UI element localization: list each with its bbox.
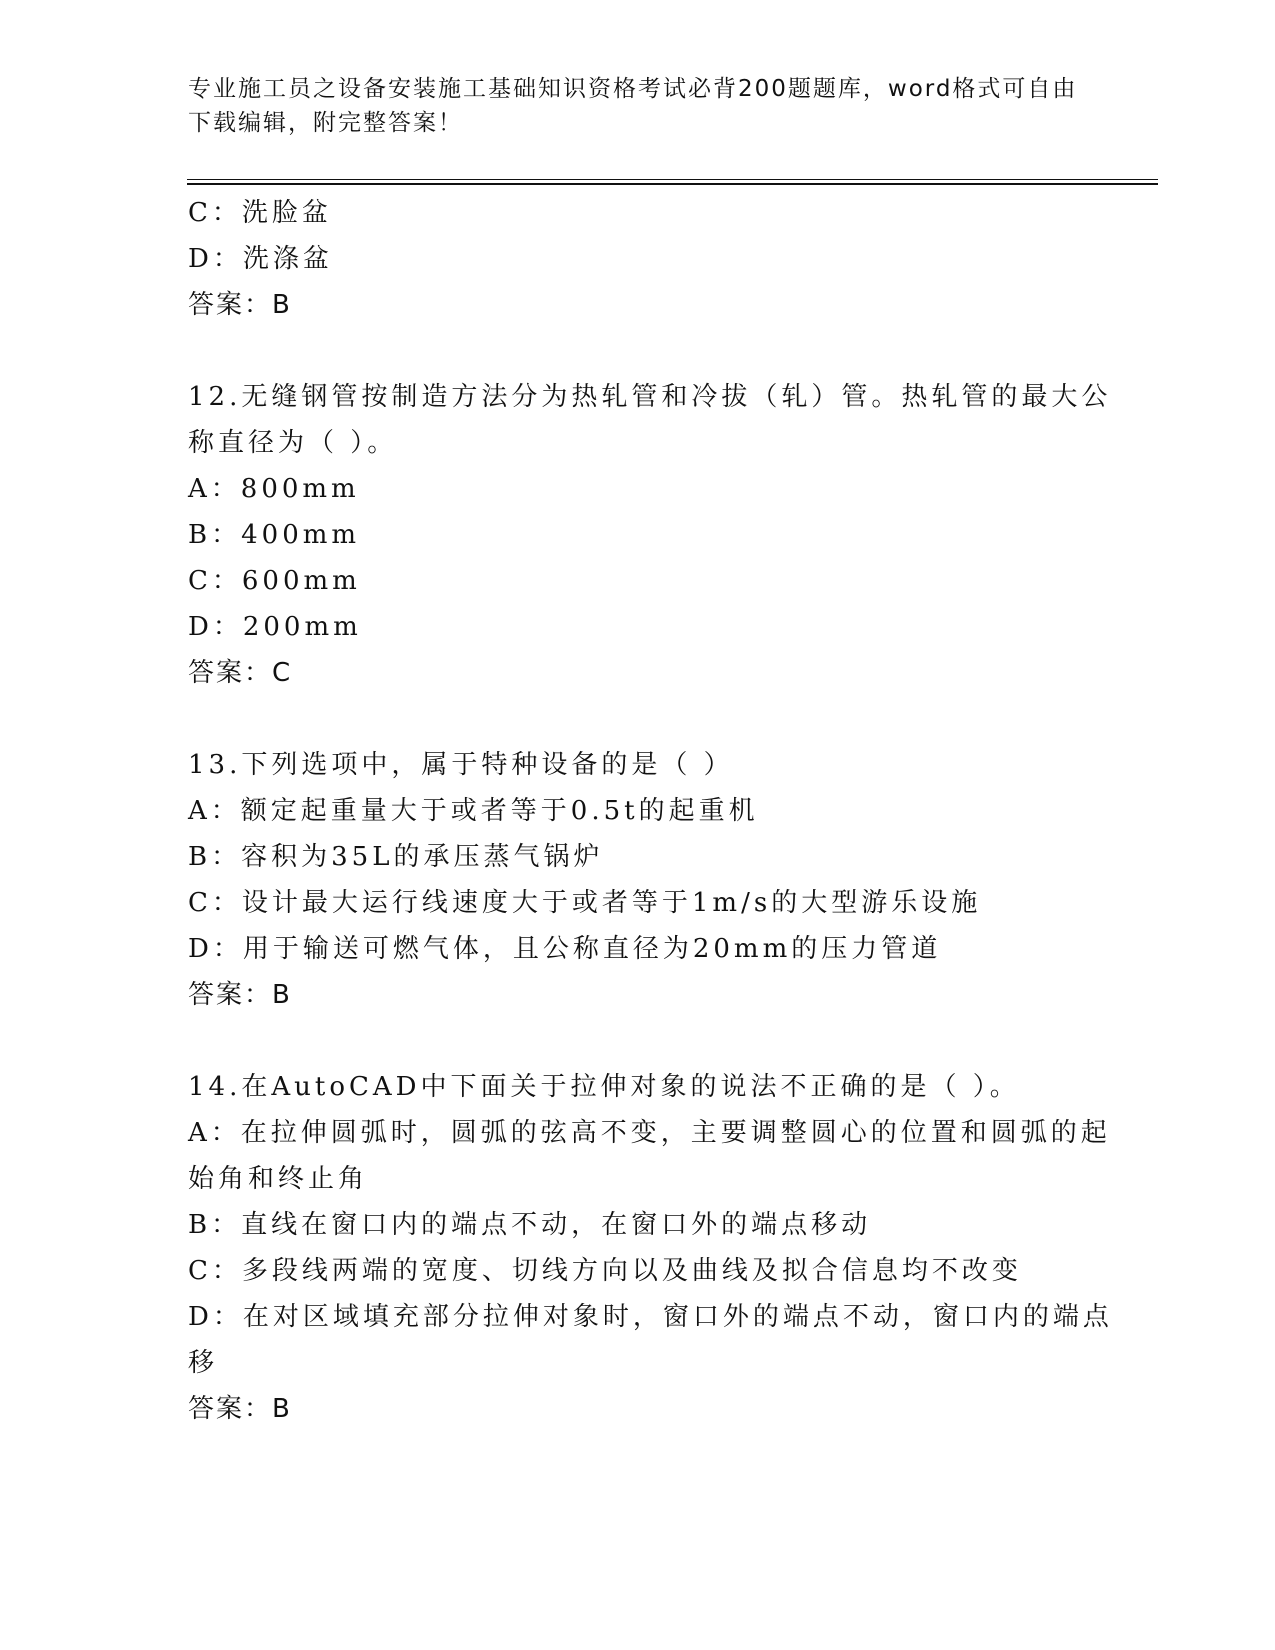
header-title-line-1: 专业施工员之设备安装施工基础知识资格考试必背200题题库，word格式可自由 xyxy=(188,76,1078,102)
q12-stem-line-1: 12.无缝钢管按制造方法分为热轧管和冷拔（轧）管。热轧管的最大公 xyxy=(188,382,1112,412)
spacer xyxy=(188,696,1088,742)
header-title-line-2: 下载编辑，附完整答案！ xyxy=(188,110,463,136)
q14-stem: 14.在AutoCAD中下面关于拉伸对象的说法不正确的是（ ）。 xyxy=(188,1072,1020,1102)
q13-answer: 答案：B xyxy=(188,980,292,1010)
q11-option-d: D：洗涤盆 xyxy=(188,244,333,274)
q11-option-c: C：洗脸盆 xyxy=(188,198,332,228)
spacer xyxy=(188,328,1088,374)
question-11-remainder xyxy=(188,190,1088,328)
spacer xyxy=(188,1018,1088,1064)
q14-option-c: C：多段线两端的宽度、切线方向以及曲线及拟合信息均不改变 xyxy=(188,1256,1022,1286)
q14-option-a-line-1: A：在拉伸圆弧时，圆弧的弦高不变，主要调整圆心的位置和圆弧的起 xyxy=(188,1118,1111,1148)
question-list xyxy=(188,190,1113,1432)
question-12 xyxy=(188,374,1112,696)
q12-answer: 答案：C xyxy=(188,658,293,688)
q13-option-a: A：额定起重量大于或者等于0.5t的起重机 xyxy=(188,796,759,826)
q14-option-a-line-2: 始角和终止角 xyxy=(188,1164,369,1194)
q13-option-d: D：用于输送可燃气体，且公称直径为20mm的压力管道 xyxy=(188,934,942,964)
q14-option-b: B：直线在窗口内的端点不动，在窗口外的端点移动 xyxy=(188,1210,872,1240)
header-divider-thick xyxy=(187,183,1158,185)
question-14 xyxy=(188,1064,1113,1432)
q14-option-d-line-2: 移 xyxy=(188,1348,219,1378)
q12-option-b: B：400mm xyxy=(188,520,361,550)
q12-stem-line-2: 称直径为（ ）。 xyxy=(188,428,398,458)
q12-option-a: A：800mm xyxy=(188,474,360,504)
header-divider-thin xyxy=(187,179,1158,180)
q11-answer: 答案：B xyxy=(188,290,292,320)
q14-option-d-line-1: D：在对区域填充部分拉伸对象时，窗口外的端点不动，窗口内的端点 xyxy=(188,1302,1113,1332)
q13-stem: 13.下列选项中，属于特种设备的是（ ） xyxy=(188,750,734,780)
q14-answer: 答案：B xyxy=(188,1394,292,1424)
q12-option-c: C：600mm xyxy=(188,566,361,596)
q12-option-d: D：200mm xyxy=(188,612,362,642)
question-13 xyxy=(188,742,1088,1018)
q13-option-b: B：容积为35L的承压蒸气锅炉 xyxy=(188,842,604,872)
q13-option-c: C：设计最大运行线速度大于或者等于1m/s的大型游乐设施 xyxy=(188,888,982,918)
page-header xyxy=(188,72,1088,140)
